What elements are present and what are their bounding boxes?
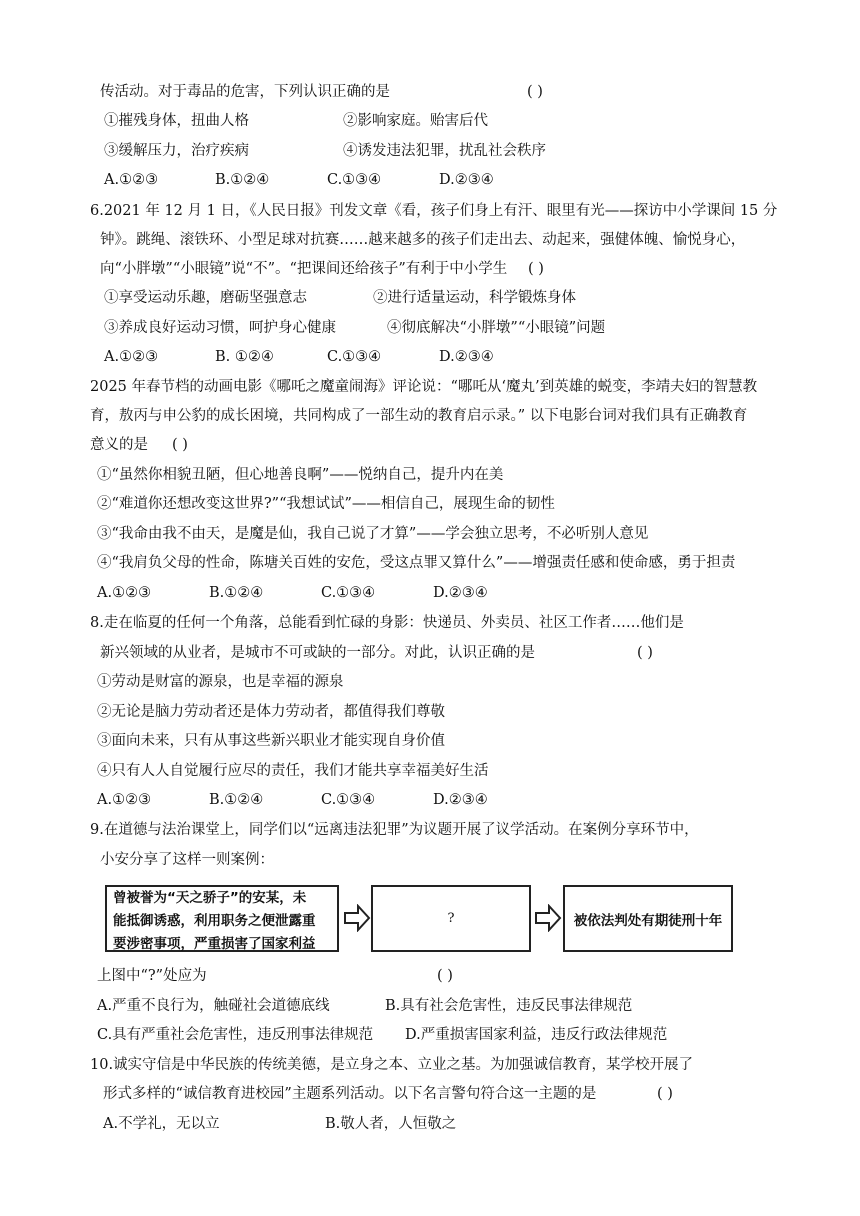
q6-option-b: B. ①②④ <box>215 349 274 365</box>
q9-result-box <box>563 885 733 952</box>
q9-result-text: 被依法判处有期徒刑十年 <box>573 912 723 929</box>
q10-option-b: B.敬人者，人恒敬之 <box>325 1116 457 1132</box>
q9-option-c: C.具有严重社会危害性，违反刑事法律规范 <box>97 1027 374 1043</box>
q9-answer-paren: ( ) <box>437 968 453 984</box>
q9-case-box <box>105 885 339 952</box>
q7-option-c: C.①③④ <box>321 585 376 601</box>
q5-option-a: A.①②③ <box>104 172 159 188</box>
q9-option-b: B.具有社会危害性，违反民事法律规范 <box>385 998 633 1014</box>
q8-statement-1: ①劳动是财富的源泉，也是幸福的源泉 <box>97 674 344 690</box>
q9-option-a: A.严重不良行为，触碰社会道德底线 <box>97 998 330 1014</box>
q7-stem-line-1: 2025 年春节档的动画电影《哪吒之魔童闹海》评论说：“哪吒从‘魔丸’到英雄的蜕变，李靖夫妇的智慧教 <box>90 379 758 395</box>
q8-statement-2: ②无论是脑力劳动者还是体力劳动者，都值得我们尊敬 <box>97 704 445 720</box>
q9-question: 上图中“?”处应为 <box>97 968 207 984</box>
q10-stem-line-1: 10.诚实守信是中华民族的传统美德，是立身之本、立业之基。为加强诚信教育，某学校开展了 <box>90 1057 694 1073</box>
q8-stem-line-1: 8.走在临夏的任何一个角落，总能看到忙碌的身影：快递员、外卖员、社区工作者……他们是 <box>90 615 684 631</box>
q9-case-line-1: 曾被誉为“天之骄子”的安某，未 <box>113 890 307 906</box>
q5-answer-paren: ( ) <box>527 84 543 100</box>
q10-answer-paren: ( ) <box>657 1086 673 1102</box>
q5-stem: 传活动。对于毒品的危害，下列认识正确的是 <box>100 84 390 100</box>
q9-stem-line-1: 9.在道德与法治课堂上，同学们以“远离违法犯罪”为议题开展了议学活动。在案例分享环节中， <box>90 822 699 838</box>
q5-option-d: D.②③④ <box>439 172 494 188</box>
q6-option-a: A.①②③ <box>104 349 159 365</box>
q9-blank-mark: ? <box>447 911 455 926</box>
q7-statement-1: ①“虽然你相貌丑陋，但心地善良啊”——悦纳自己，提升内在美 <box>97 467 504 483</box>
q6-stem-line-2: 钟》。跳绳、滚铁环、小型足球对抗赛……越来越多的孩子们走出去、动起来，强健体魄、愉悦身心， <box>100 232 746 248</box>
q5-option-b: B.①②④ <box>215 172 270 188</box>
q9-blank-box <box>371 885 531 952</box>
q7-answer-paren: ( ) <box>172 437 188 453</box>
q7-option-b: B.①②④ <box>209 585 264 601</box>
q9-case-line-3: 要涉密事项，严重损害了国家利益 <box>113 936 316 952</box>
q6-statement-1: ①享受运动乐趣，磨砺坚强意志 <box>104 290 307 306</box>
q5-statement-4: ④诱发违法犯罪，扰乱社会秩序 <box>343 143 546 159</box>
q8-answer-paren: ( ) <box>637 645 653 661</box>
q6-statement-2: ②进行适量运动，科学锻炼身体 <box>373 290 576 306</box>
q8-stem-line-2: 新兴领域的从业者，是城市不可或缺的一部分。对此，认识正确的是 <box>100 645 535 661</box>
q6-option-c: C.①③④ <box>327 349 382 365</box>
q5-statement-3: ③缓解压力，治疗疾病 <box>104 143 249 159</box>
q7-stem-line-3: 意义的是 <box>90 437 148 453</box>
q8-option-d: D.②③④ <box>433 792 488 808</box>
q7-stem-line-2: 育，敖丙与申公豹的成长困境，共同构成了一部生动的教育启示录。” 以下电影台词对我们具有正确教育 <box>90 408 748 424</box>
q7-statement-2: ②“难道你还想改变这世界?”“我想试试”——相信自己，展现生命的韧性 <box>97 496 555 512</box>
q8-option-b: B.①②④ <box>209 792 264 808</box>
q5-option-c: C.①③④ <box>327 172 382 188</box>
q7-statement-3: ③“我命由我不由天，是魔是仙，我自己说了才算”——学会独立思考，不必听别人意见 <box>97 526 649 542</box>
q8-option-a: A.①②③ <box>97 792 152 808</box>
q9-case-line-2: 能抵御诱惑，利用职务之便泄露重 <box>113 913 316 929</box>
q6-option-d: D.②③④ <box>439 349 494 365</box>
right-arrow-icon <box>534 904 562 932</box>
q6-statement-3: ③养成良好运动习惯，呵护身心健康 <box>104 320 336 336</box>
q5-statement-2: ②影响家庭。贻害后代 <box>343 113 488 129</box>
q7-option-a: A.①②③ <box>97 585 152 601</box>
q7-statement-4: ④“我肩负父母的性命，陈塘关百姓的安危，受这点罪又算什么”——增强责任感和使命感，勇于担责 <box>97 555 736 571</box>
q8-statement-3: ③面向未来，只有从事这些新兴职业才能实现自身价值 <box>97 733 445 749</box>
q6-stem-line-1: 6.2021 年 12 月 1 日，《人民日报》刊发文章《看，孩子们身上有汗、眼里有光——探访中小学课间 15 分 <box>90 203 778 219</box>
q8-option-c: C.①③④ <box>321 792 376 808</box>
q6-stem-line-3: 向“小胖墩”“小眼镜”说“不”。“把课间还给孩子”有利于中小学生 <box>100 261 508 277</box>
q9-stem-line-2: 小安分享了这样一则案例： <box>100 852 274 868</box>
q8-statement-4: ④只有人人自觉履行应尽的责任，我们才能共享幸福美好生活 <box>97 763 489 779</box>
q5-statement-1: ①摧残身体，扭曲人格 <box>104 113 249 129</box>
q6-answer-paren: ( ) <box>528 261 544 277</box>
q6-statement-4: ④彻底解决“小胖墩”“小眼镜”问题 <box>387 320 606 336</box>
q9-option-d: D.严重损害国家利益，违反行政法律规范 <box>405 1027 668 1043</box>
q10-option-a: A.不学礼，无以立 <box>103 1116 220 1132</box>
q7-option-d: D.②③④ <box>433 585 488 601</box>
right-arrow-icon <box>343 904 371 932</box>
q10-stem-line-2: 形式多样的“诚信教育进校园”主题系列活动。以下名言警句符合这一主题的是 <box>103 1086 597 1102</box>
